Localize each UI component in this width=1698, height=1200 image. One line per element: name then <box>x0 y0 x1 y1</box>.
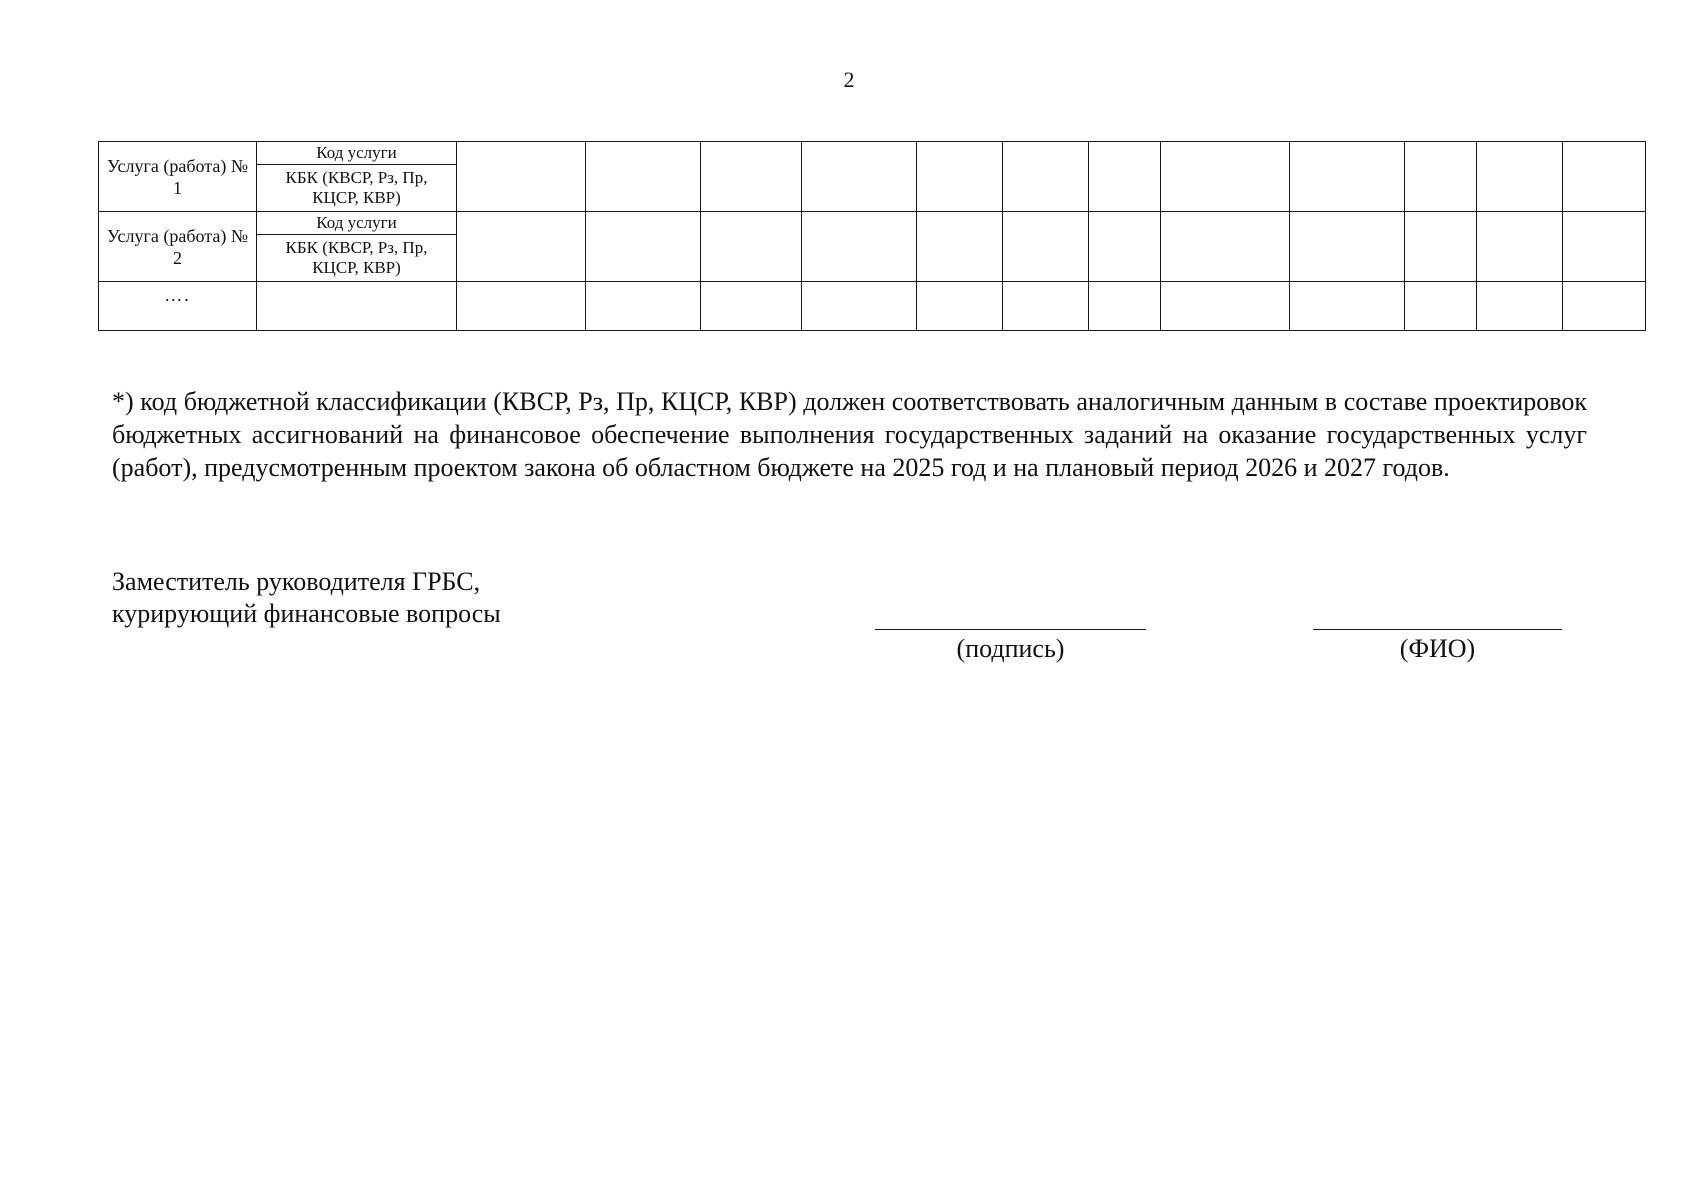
service-2-name: Услуга (работа) № 2 <box>99 212 257 282</box>
service-2-cell <box>802 212 917 282</box>
service-2-cell <box>1290 212 1405 282</box>
signature-label: (подпись) <box>956 634 1065 663</box>
service-1-cell <box>586 142 701 212</box>
service-2-kbk-label: КБК (КВСР, Рз, Пр, КЦСР, КВР) <box>257 235 457 282</box>
empty-cell <box>802 282 917 331</box>
service-1-cell <box>1290 142 1405 212</box>
signer-position-line-2: курирующий финансовые вопросы <box>112 599 501 628</box>
table-row-service-1-code <box>99 142 1646 165</box>
service-1-cell <box>802 142 917 212</box>
service-1-cell <box>457 142 586 212</box>
service-2-code-label: Код услуги <box>257 212 457 235</box>
signer-position <box>112 566 501 630</box>
footnote: *) код бюджетной классификации (КВСР, Рз, Пр, КЦСР, КВР) должен соответствовать аналогичным данным в составе проектировок бюджетных ассигнований на финансовое обеспечение выполнения государственных заданий на оказание государственных услуг (работ), предусмотренным проектом закона об областном бюджете на 2025 год и на плановый период 2026 и 2027 годов. <box>112 387 1587 482</box>
service-1-cell <box>701 142 802 212</box>
service-2-cell <box>586 212 701 282</box>
service-2-cell <box>1405 212 1477 282</box>
services-table <box>98 141 1646 331</box>
ellipsis-cell: …. <box>99 282 257 331</box>
service-2-cell <box>1477 212 1563 282</box>
service-2-cell <box>1563 212 1646 282</box>
empty-cell <box>586 282 701 331</box>
service-2-cell <box>701 212 802 282</box>
service-1-cell <box>1161 142 1290 212</box>
page-number: 2 <box>843 67 855 92</box>
signer-position-line-1: Заместитель руководителя ГРБС, <box>112 567 481 596</box>
service-1-name: Услуга (работа) № 1 <box>99 142 257 212</box>
service-2-cell <box>1089 212 1161 282</box>
service-2-cell <box>1003 212 1089 282</box>
service-1-kbk-label: КБК (КВСР, Рз, Пр, КЦСР, КВР) <box>257 165 457 212</box>
empty-cell <box>1161 282 1290 331</box>
empty-cell <box>1477 282 1563 331</box>
empty-cell <box>1003 282 1089 331</box>
service-1-cell <box>1563 142 1646 212</box>
service-1-code-label: Код услуги <box>257 142 457 165</box>
service-1-cell <box>1405 142 1477 212</box>
service-1-cell <box>1089 142 1161 212</box>
service-2-cell <box>917 212 1003 282</box>
table-row-ellipsis <box>99 282 1646 331</box>
name-line <box>1313 629 1562 630</box>
signature-line <box>875 629 1146 630</box>
service-2-cell <box>1161 212 1290 282</box>
empty-cell <box>257 282 457 331</box>
empty-cell <box>457 282 586 331</box>
name-label: (ФИО) <box>1399 634 1476 663</box>
empty-cell <box>917 282 1003 331</box>
empty-cell <box>1290 282 1405 331</box>
empty-cell <box>1089 282 1161 331</box>
service-1-cell <box>1477 142 1563 212</box>
empty-cell <box>701 282 802 331</box>
empty-cell <box>1563 282 1646 331</box>
table-row-service-2-code <box>99 212 1646 235</box>
empty-cell <box>1405 282 1477 331</box>
service-2-cell <box>457 212 586 282</box>
service-1-cell <box>1003 142 1089 212</box>
service-1-cell <box>917 142 1003 212</box>
